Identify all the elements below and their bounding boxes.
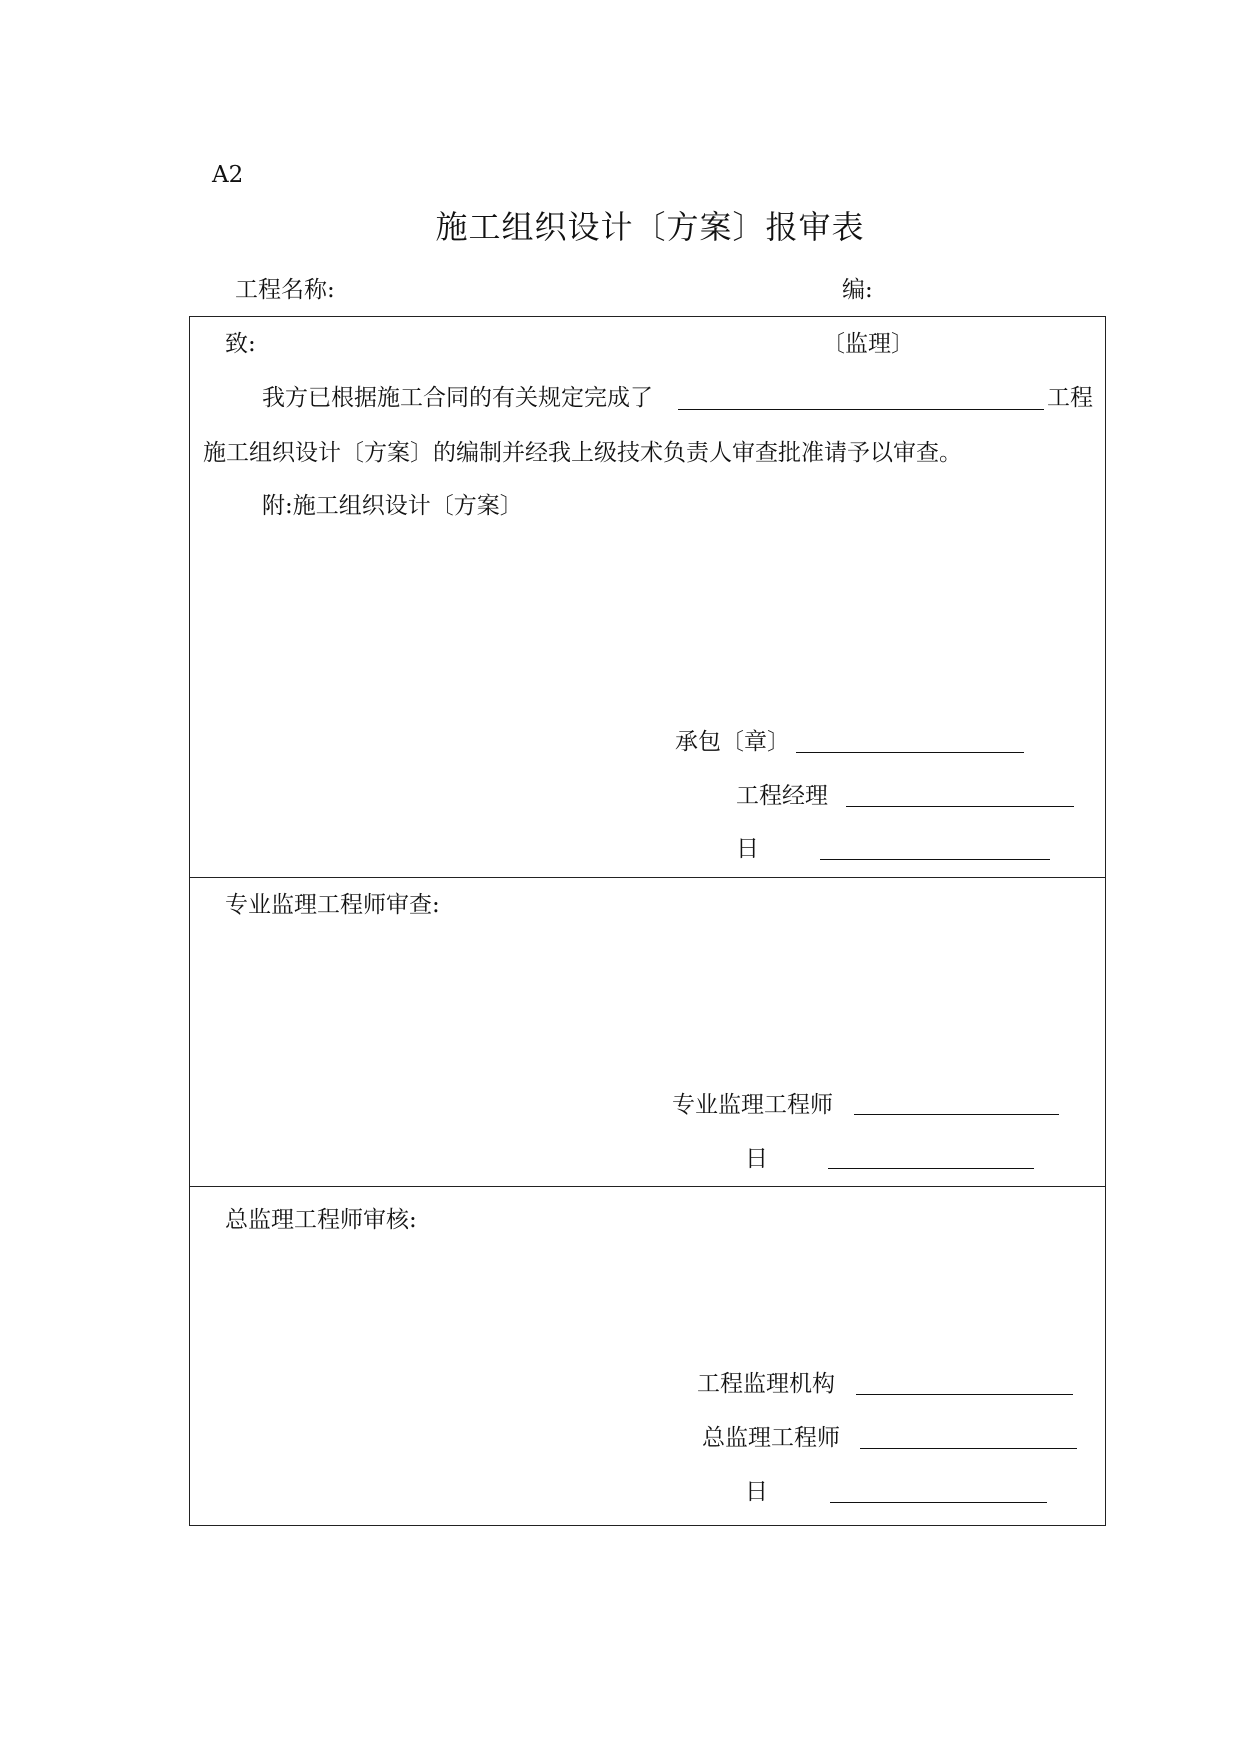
number-label: 编: xyxy=(842,277,873,303)
body-line1-end: 工程 xyxy=(1047,385,1093,411)
specialist-engineer-signature-field[interactable] xyxy=(854,1114,1059,1115)
section1-date-label: 日 xyxy=(736,836,759,862)
chief-engineer-label: 总监理工程师 xyxy=(702,1425,840,1451)
project-name-label: 工程名称: xyxy=(235,277,335,303)
section-divider-2 xyxy=(189,1186,1106,1187)
section2-date-label: 日 xyxy=(745,1146,768,1172)
section3-heading: 总监理工程师审核: xyxy=(225,1207,417,1233)
section2-date-field[interactable] xyxy=(828,1168,1034,1169)
section2-heading: 专业监理工程师审查: xyxy=(225,892,440,918)
section-divider-1 xyxy=(189,877,1106,878)
supervision-institution-label: 工程监理机构 xyxy=(697,1371,835,1397)
chief-engineer-signature-field[interactable] xyxy=(860,1448,1077,1449)
project-manager-label: 工程经理 xyxy=(736,783,828,809)
work-name-field[interactable] xyxy=(678,409,1044,410)
section1-date-field[interactable] xyxy=(820,859,1050,860)
section3-date-label: 日 xyxy=(745,1479,768,1505)
form-code: A2 xyxy=(212,162,244,188)
supervision-institution-field[interactable] xyxy=(856,1394,1073,1395)
page-title: 施工组织设计〔方案〕报审表 xyxy=(435,208,865,246)
supervision-label: 〔监理〕 xyxy=(822,331,914,357)
attachment-line: 附:施工组织设计〔方案〕 xyxy=(262,493,523,519)
contractor-label: 承包〔章〕 xyxy=(675,729,790,755)
specialist-engineer-label: 专业监理工程师 xyxy=(672,1092,833,1118)
contractor-signature-field[interactable] xyxy=(796,752,1024,753)
to-label: 致: xyxy=(225,331,256,357)
project-manager-signature-field[interactable] xyxy=(846,806,1074,807)
body-line2: 施工组织设计〔方案〕的编制并经我上级技术负责人审查批准请予以审查。 xyxy=(203,440,962,466)
section3-date-field[interactable] xyxy=(830,1502,1047,1503)
body-line1-start: 我方已根据施工合同的有关规定完成了 xyxy=(262,385,653,411)
